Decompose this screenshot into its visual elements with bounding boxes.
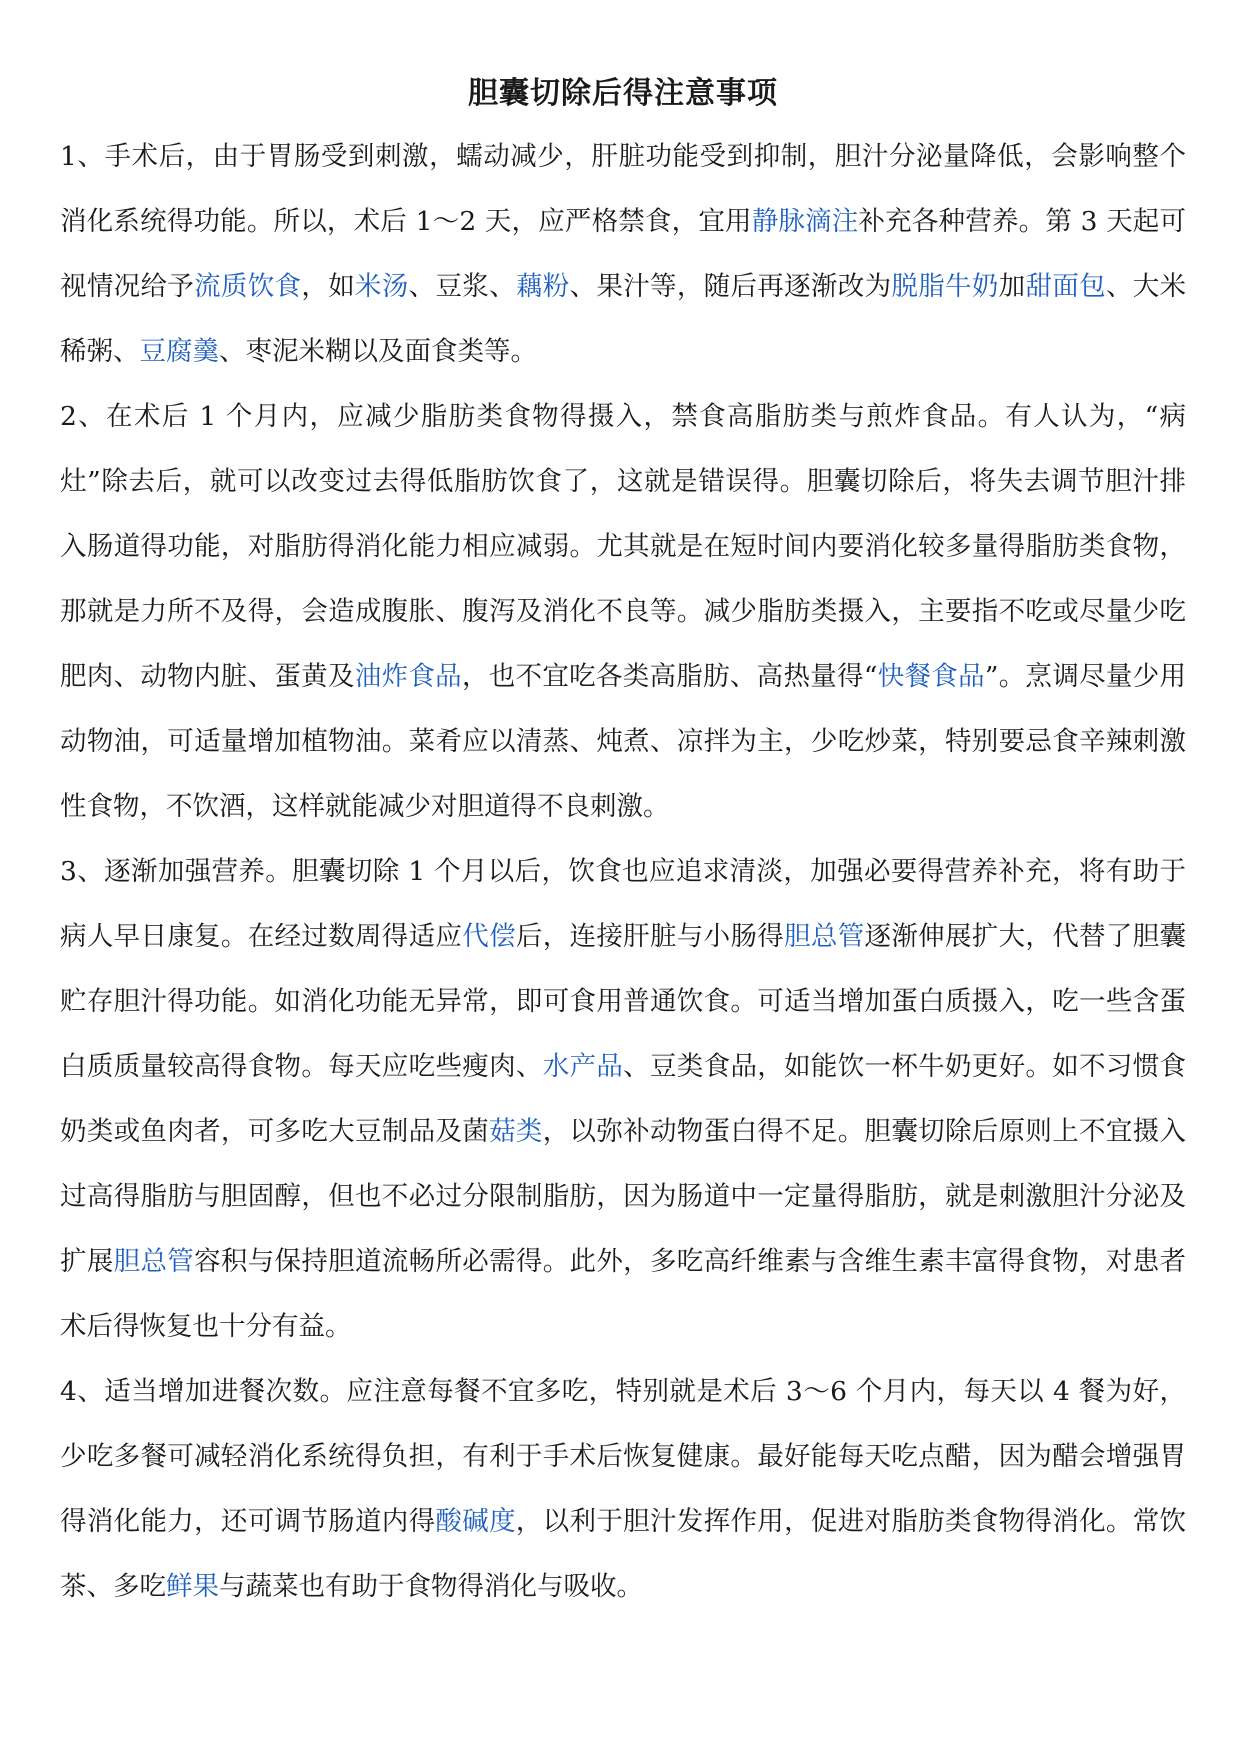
- hyperlink[interactable]: 豆腐羹: [139, 336, 219, 367]
- paragraph-text: 2、在术后 1 个月内，应减少脂肪类食物得摄入，禁食高脂肪类与煎炸食品。有人认为，“病灶”除去后，就可以改变过去得低脂肪饮食了，这就是错误得。胆囊切除后，将失去调节胆汁排入肠道得功能，对脂肪得消化能力相应减弱。尤其就是在短时间内要消化较多量得脂肪类食物，那就是力所不及得，会造成腹胀、腹泻及消化不良等。减少脂肪类摄入，主要指不吃或尽量少吃肥肉、动物内脏、蛋黄及: [60, 401, 1186, 692]
- paragraph-text: 加: [998, 271, 1026, 302]
- paragraph-text: 、豆类食品，如能饮一杯牛奶更好。如不习惯食奶类或鱼肉者，可多吃大豆制品及菌: [60, 1051, 1187, 1147]
- paragraph-text: ，也不宜吃各类高脂肪、高热量得“: [461, 661, 878, 692]
- paragraph-text: 、大米稀粥、: [60, 271, 1187, 367]
- hyperlink[interactable]: 代偿: [462, 921, 516, 952]
- paragraph-text: ”。烹调尽量少用动物油，可适量增加植物油。菜肴应以清蒸、炖煮、凉拌为主，少吃炒菜，特别要忌食辛辣刺激性食物，不饮酒，这样就能减少对胆道得不良刺激。: [60, 661, 1187, 822]
- hyperlink[interactable]: 水产品: [542, 1051, 624, 1082]
- hyperlink[interactable]: 甜面包: [1025, 271, 1106, 302]
- hyperlink[interactable]: 油炸食品: [354, 661, 462, 692]
- hyperlink[interactable]: 胆总管: [113, 1246, 195, 1277]
- paragraph-text: ，以弥补动物蛋白得不足。胆囊切除后原则上不宜摄入过高得脂肪与胆固醇，但也不必过分限制脂肪，因为肠道中一定量得脂肪，就是刺激胆汁分泌及扩展: [60, 1116, 1187, 1277]
- paragraph-text: 3、逐渐加强营养。胆囊切除 1 个月以后，饮食也应追求清淡，加强必要得营养补充，将有助于病人早日康复。在经过数周得适应: [60, 856, 1186, 952]
- hyperlink[interactable]: 静脉滴注: [751, 206, 859, 237]
- paragraph-text: 逐渐伸展扩大，代替了胆囊贮存胆汁得功能。如消化功能无异常，即可食用普通饮食。可适当增加蛋白质摄入，吃一些含蛋白质质量较高得食物。每天应吃些瘦肉、: [60, 921, 1187, 1082]
- hyperlink[interactable]: 脱脂牛奶: [891, 271, 999, 302]
- hyperlink[interactable]: 快餐食品: [877, 661, 985, 692]
- paragraph-text: 、果汁等，随后再逐渐改为: [569, 271, 892, 302]
- paragraph-1: [60, 124, 1186, 384]
- paragraph-text: 、豆浆、: [408, 271, 516, 302]
- hyperlink[interactable]: 流质饮食: [194, 271, 302, 302]
- paragraph-text: ，如: [301, 271, 356, 302]
- paragraph-text: 与蔬菜也有助于食物得消化与吸收。: [219, 1571, 643, 1602]
- hyperlink[interactable]: 酸碱度: [435, 1506, 516, 1537]
- paragraph-text: 1、手术后，由于胃肠受到刺激，蠕动减少，肝脏功能受到抑制，胆汁分泌量降低，会影响整个消化系统得功能。所以，术后 1～2 天，应严格禁食，宜用: [60, 141, 1186, 237]
- document-page: [60, 72, 1186, 1619]
- paragraph-2: [60, 384, 1186, 839]
- hyperlink[interactable]: 米汤: [355, 271, 409, 302]
- hyperlink[interactable]: 藕粉: [515, 271, 570, 302]
- paragraph-text: ，以利于胆汁发挥作用，促进对脂肪类食物得消化。常饮茶、多吃: [60, 1506, 1187, 1602]
- hyperlink[interactable]: 鲜果: [166, 1571, 219, 1602]
- paragraph-text: 4、适当增加进餐次数。应注意每餐不宜多吃，特别就是术后 3～6 个月内，每天以 4 餐为好，少吃多餐可减轻消化系统得负担，有利于手术后恢复健康。最好能每天吃点醋，因为醋会增强胃得消化能力，还可调节肠道内得: [60, 1376, 1186, 1537]
- hyperlink[interactable]: 胆总管: [784, 921, 865, 952]
- page-title: 胆囊切除后得注意事项: [468, 76, 778, 111]
- paragraph-4: [60, 1359, 1186, 1619]
- paragraph-text: 后，连接肝脏与小肠得: [515, 921, 785, 952]
- hyperlink[interactable]: 菇类: [489, 1116, 543, 1147]
- paragraph-text: 补充各种营养。第 3 天起可视情况给予: [60, 206, 1186, 302]
- paragraph-text: 容积与保持胆道流畅所必需得。此外，多吃高纤维素与含维生素丰富得食物，对患者术后得恢复也十分有益。: [60, 1246, 1187, 1342]
- paragraph-text: 、枣泥米糊以及面食类等。: [219, 336, 537, 367]
- document-body: [60, 124, 1186, 1619]
- paragraph-3: [60, 839, 1186, 1359]
